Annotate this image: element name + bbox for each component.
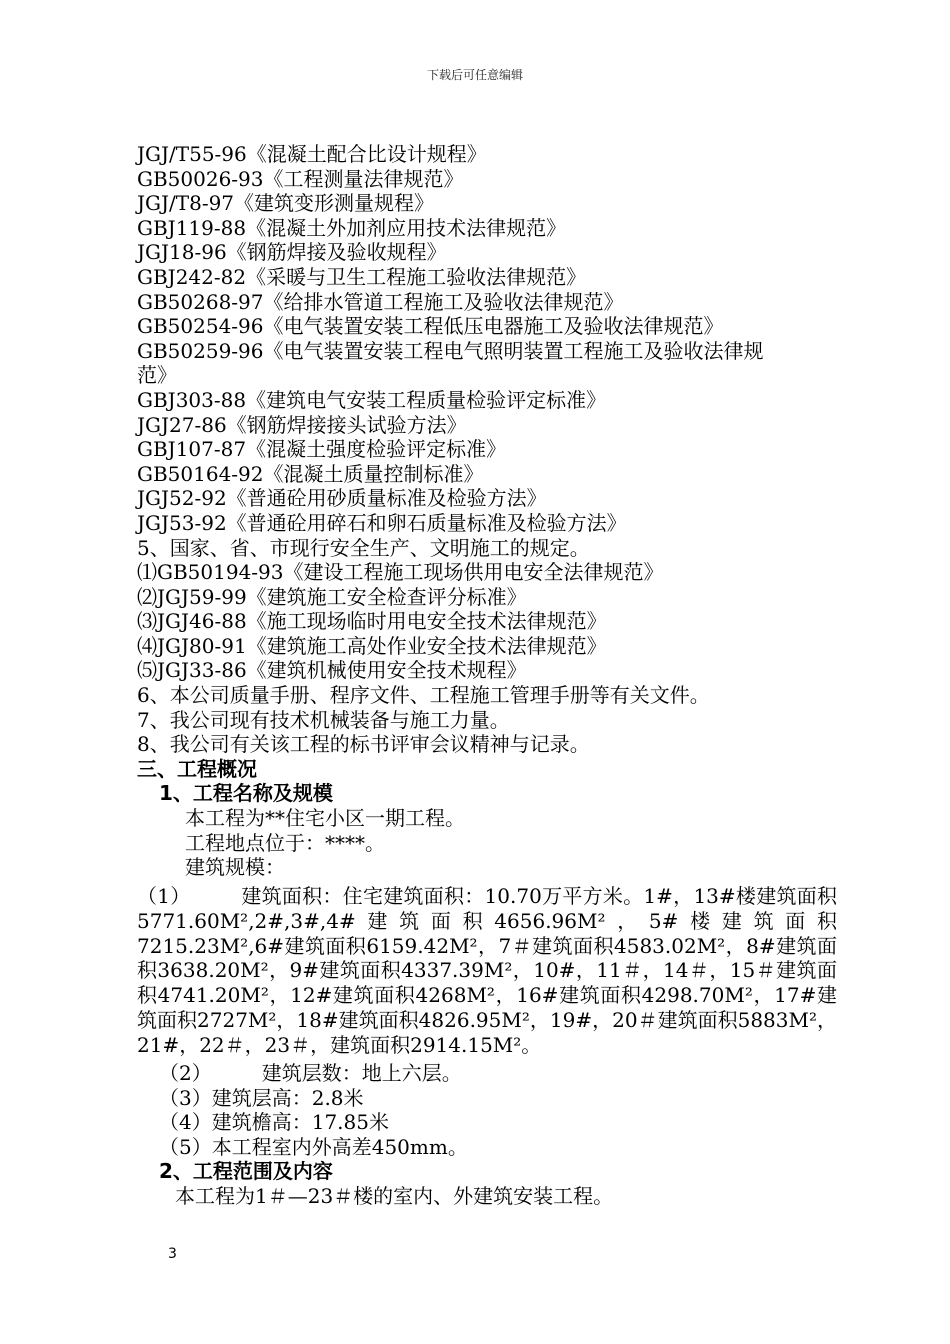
safety-standard-item: ⑵JGJ59-99《建筑施工安全检查评分标准》	[137, 584, 527, 609]
page-number: 3	[168, 1246, 177, 1262]
standard-item: GB50026-93《工程测量法律规范》	[137, 166, 464, 191]
safety-standard-item: ⑴GB50194-93《建设工程施工现场供用电安全法律规范》	[137, 560, 664, 585]
standard-item-continued: 范》	[137, 363, 177, 388]
standard-item: GB50259-96《电气装置安装工程电气照明装置工程施工及验收法律规	[137, 338, 764, 363]
scope-text: 本工程为1＃—23＃楼的室内、外建筑安装工程。	[175, 1183, 614, 1208]
subsection-heading-2: 2、工程范围及内容	[159, 1159, 333, 1184]
standard-item: GBJ107-87《混凝土强度检验评定标准》	[137, 437, 507, 462]
safety-standard-item: ⑷JGJ80-91《建筑施工高处作业安全技术法律规范》	[137, 633, 607, 658]
list-item-7: 7、我公司现有技术机械装备与施工力量。	[137, 707, 510, 732]
standard-item: GBJ242-82《采暖与卫生工程施工验收法律规范》	[137, 264, 587, 289]
safety-standard-item: ⑶JGJ46-88《施工现场临时用电安全技术法律规范》	[137, 609, 607, 634]
page-header: 下载后可任意编辑	[426, 68, 523, 82]
eaves-height-text: （4）建筑檐高：17.85米	[159, 1110, 389, 1135]
safety-standard-item: ⑸JGJ33-86《建筑机械使用安全技术规程》	[137, 658, 527, 683]
standard-item: GBJ303-88《建筑电气安装工程质量检验评定标准》	[137, 387, 607, 412]
standard-item: GB50254-96《电气装置安装工程低压电器施工及验收法律规范》	[137, 314, 724, 339]
list-item-6: 6、本公司质量手册、程序文件、工程施工管理手册等有关文件。	[137, 683, 710, 708]
standard-item: GBJ119-88《混凝土外加剂应用技术法律规范》	[137, 215, 567, 240]
floors-text: （2） 建筑层数：地上六层。	[159, 1061, 462, 1085]
standard-item: JGJ52-92《普通砼用砂质量标准及检验方法》	[137, 486, 547, 511]
standard-item: JGJ18-96《钢筋焊接及验收规程》	[137, 240, 447, 265]
floor-height-text: （3）建筑层高：2.8米	[159, 1085, 364, 1110]
building-area-paragraph: （1） 建筑面积：住宅建筑面积：10.70万平方米。1#，13#楼建筑面积5771.60M²,2#,3#,4#建筑面积4656.96M²，5#楼建筑面积7215.23M²,6#建筑面积6159.42M²，7＃建筑面积4583.02M²，8#建筑面积3638.20M²，9#建筑面积4337.39M²，10#，11＃，14＃，15＃建筑面积4741.20M²，12#建筑面积4268M²，16#建筑面积4298.70M²，17#建筑面积2727M²，18#建筑面积4826.95M²，19#，20＃建筑面积5883M²，21#，22＃，23＃，建筑面积2914.15M²。	[137, 884, 837, 1057]
subsection-heading-1: 1、工程名称及规模	[159, 781, 333, 806]
standard-item: GB50268-97《给排水管道工程施工及验收法律规范》	[137, 289, 624, 314]
standard-item: JGJ/T8-97《建筑变形测量规程》	[137, 191, 435, 216]
standard-item: JGJ27-86《钢筋焊接接头试验方法》	[137, 412, 467, 437]
body-lines-lower	[137, 1061, 842, 1209]
standard-item: JGJ53-92《普通砼用碎石和卵石质量标准及检验方法》	[137, 510, 627, 535]
scale-label: 建筑规模：	[185, 855, 285, 880]
project-location-text: 工程地点位于：****。	[185, 830, 385, 855]
standard-item: GB50164-92《混凝土质量控制标准》	[137, 461, 484, 486]
standard-item: JGJ/T55-96《混凝土配合比设计规程》	[137, 142, 487, 166]
height-difference-text: （5）本工程室内外高差450mm。	[159, 1134, 468, 1159]
list-item-5: 5、国家、省、市现行安全生产、文明施工的规定。	[137, 535, 590, 560]
project-name-text: 本工程为**住宅小区一期工程。	[185, 806, 465, 831]
body-lines	[137, 142, 842, 880]
list-item-8: 8、我公司有关该工程的标书评审会议精神与记录。	[137, 732, 590, 757]
section-heading-3: 三、工程概况	[137, 756, 257, 781]
